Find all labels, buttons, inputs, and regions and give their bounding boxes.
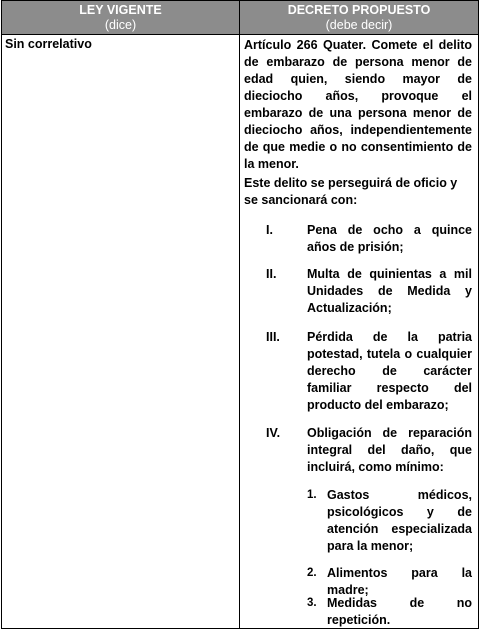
fraction-numeral: IV. (266, 426, 281, 440)
subitem-number: 2. (307, 567, 317, 579)
fraction-numeral: III. (266, 330, 280, 344)
fraction-text: Pena de ocho a quince años de prisión; (307, 223, 472, 254)
subitem-text: Alimentos para la madre; (327, 566, 472, 597)
fraction-text: Obligación de reparación integral del daño, que incluirá, como mínimo: (307, 426, 472, 474)
article-paragraph: Artículo 266 Quater. Comete el delito de embarazo de persona menor de edad quien, siendo mayor de dieciocho años, provoque el embarazo de una persona menor de dieciocho años, independientemente de que medie o no consentimiento de la menor. (244, 38, 472, 171)
subitem-text: Medidas de no repetición. (327, 596, 472, 627)
subitem-number: 1. (307, 489, 317, 501)
fraction-text: Multa de quinientas a mil Unidades de Medida y Actualización; (307, 267, 472, 315)
header-right-subtitle: (debe decir) (325, 18, 393, 32)
header-right-title: DECRETO PROPUESTO (287, 3, 431, 17)
fraction-numeral: I. (266, 223, 273, 237)
column-divider (239, 1, 240, 628)
fraction-numeral: II. (266, 267, 277, 281)
subitem-number: 3. (307, 597, 317, 609)
fraction-text: Pérdida de la patria potestad, tutela o cualquier derecho de carácter familiar respecto del producto del embarazo; (307, 330, 472, 412)
header-left-cell (2, 1, 239, 36)
header-left-subtitle: (dice) (104, 18, 137, 32)
intro-paragraph: Este delito se perseguirá de oficio y se sancionará con: (244, 176, 458, 207)
header-right-cell (240, 1, 478, 36)
subitem-text: Gastos médicos, psicológicos y de atención especializada para la menor; (327, 488, 472, 553)
table-header (2, 1, 478, 35)
left-cell-text: Sin correlativo (5, 37, 92, 51)
header-left-title: LEY VIGENTE (79, 3, 162, 17)
